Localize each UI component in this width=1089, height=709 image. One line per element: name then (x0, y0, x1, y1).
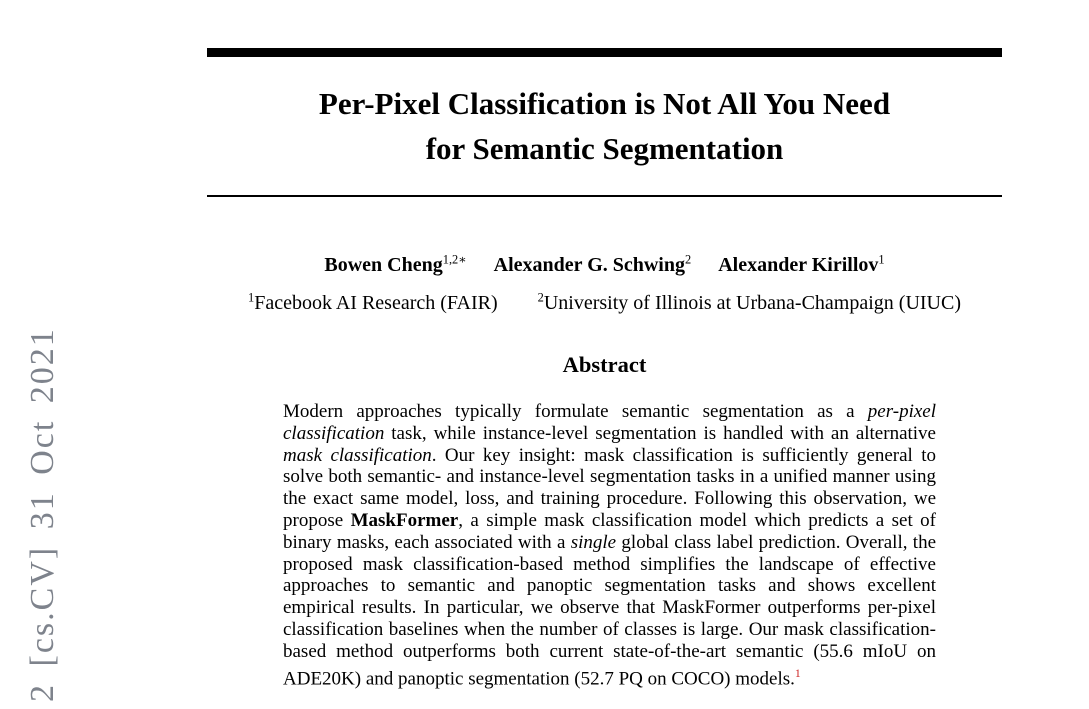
affiliation (248, 292, 498, 314)
paper-title (207, 81, 1002, 171)
abstract-segment-italic: single (570, 531, 617, 553)
arxiv-watermark: 2 [cs.CV] 31 Oct 2021 (24, 327, 61, 702)
header-thick-rule (207, 48, 1002, 57)
abstract-segment-italic: per-pixel classification (283, 401, 936, 444)
affiliation-list (207, 284, 1002, 316)
abstract-segment-bold: MaskFormer (350, 509, 459, 531)
author (324, 254, 466, 276)
abstract-segment: task, while instance-level segmentation is handled with an alternative (384, 422, 936, 444)
author-superscript: 2 (685, 252, 692, 266)
title-bottom-rule (207, 195, 1002, 197)
footnote-link[interactable]: 1 (794, 666, 801, 680)
affiliation-name: University of Illinois at Urbana-Champaign (UIUC) (543, 291, 961, 314)
author-superscript: 1 (878, 252, 885, 266)
paper-content-column (207, 0, 1002, 709)
title-line-1: Per-Pixel Classification is Not All You Need (318, 86, 891, 121)
author-name: Bowen Cheng (324, 253, 443, 276)
affiliation-superscript: 1 (248, 290, 255, 304)
abstract-segment: , a simple mask classification model which predicts a set of binary masks, each associated with a (283, 509, 936, 553)
author-list (207, 246, 1002, 278)
affiliation (538, 292, 961, 314)
author-name: Alexander G. Schwing (493, 253, 685, 276)
affiliation-superscript: 2 (537, 290, 544, 304)
abstract-segment: . Our key insight: mask classification is sufficiently general to solve both semantic- and instance-level segmentation tasks in a unified manner using the exact same model, loss, and training procedure. Following this observation, we propose (283, 444, 936, 531)
abstract-paragraph (283, 401, 936, 690)
abstract-segment: Modern approaches typically formulate semantic segmentation as a (283, 401, 868, 422)
author-name: Alexander Kirillov (718, 253, 879, 276)
author-superscript: 1,2∗ (442, 252, 467, 266)
abstract-segment: global class label prediction. Overall, the proposed mask classification-based method simplifies the landscape of effective approaches to semantic and panoptic segmentation tasks and shows excellent empirical results. In particular, we observe that MaskFormer outperforms per-pixel classification baselines when the number of classes is large. Our mask classification-based method outperforms both current state-of-the-art semantic (55.6 mIoU on ADE20K) and panoptic segmentation (52.7 PQ on COCO) models. (283, 531, 936, 689)
author (718, 254, 884, 276)
affiliation-name: Facebook AI Research (FAIR) (254, 291, 498, 314)
abstract-segment-italic: mask classification (283, 444, 432, 466)
abstract-heading: Abstract (562, 352, 647, 377)
title-line-2: for Semantic Segmentation (425, 131, 784, 166)
author (494, 254, 692, 276)
